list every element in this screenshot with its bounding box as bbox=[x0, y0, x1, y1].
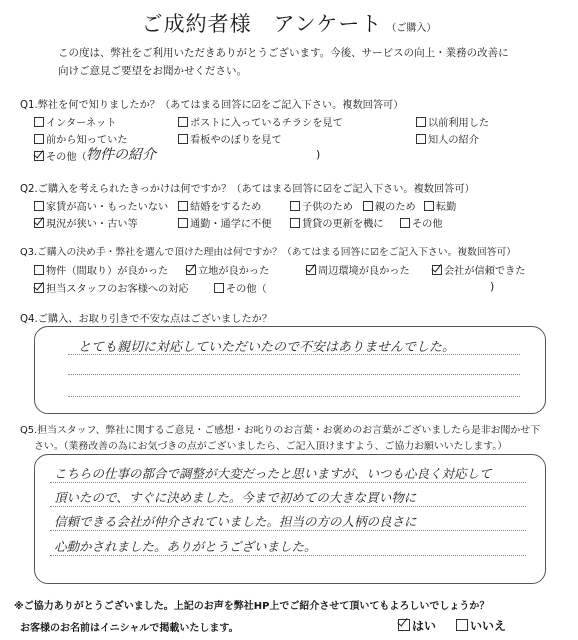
checkbox[interactable] bbox=[34, 201, 44, 211]
consent-yes[interactable]: はい bbox=[398, 617, 436, 634]
checkbox[interactable] bbox=[400, 218, 410, 228]
q3-other-close: ) bbox=[490, 280, 495, 293]
answer-line bbox=[68, 354, 520, 355]
checkbox[interactable] bbox=[363, 201, 373, 211]
q2-option-3[interactable]: 子供のため bbox=[290, 198, 353, 213]
checkbox[interactable] bbox=[178, 218, 188, 228]
q3-option-4[interactable]: 会社が信頼できた bbox=[432, 262, 526, 277]
q3-question: Q3.ご購入の決め手・弊社を選んで頂けた理由は何ですか？（あてはまる回答に☑をご記入下さい。複数回答可） bbox=[20, 247, 517, 258]
checkbox[interactable] bbox=[214, 283, 224, 293]
q5-answer-line-4: 心動かされました。ありがとうございました。 bbox=[54, 539, 317, 554]
q5-question-line-2: さい。（業務改善の為にお気づきの点がございましたら、ご記入頂けますよう、ご協力お願いいたします。） bbox=[34, 441, 508, 452]
q5-answer-line-3: 信頼できる会社が仲介されていました。担当の方の人柄の良さに bbox=[54, 514, 417, 529]
q3-option-5[interactable]: 担当スタッフのお客様への対応 bbox=[34, 280, 189, 295]
q2-question: Q2.ご購入を考えられたきっかけは何ですか？（あてはまる回答に☑をご記入下さい。複数回答可） bbox=[20, 184, 475, 195]
q5-answer-line-1: こちらの仕事の都合で調整が大変だったと思いますが、いつも心良く対応して bbox=[54, 466, 492, 481]
q1-option-3[interactable]: 以前利用した bbox=[416, 114, 489, 129]
answer-line bbox=[50, 530, 526, 531]
checkbox[interactable] bbox=[178, 201, 188, 211]
checkbox-checked[interactable] bbox=[34, 218, 44, 228]
q1-option-4[interactable]: 前から知っていた bbox=[34, 131, 128, 146]
q2-option-2[interactable]: 結婚をするため bbox=[178, 198, 261, 213]
checkbox[interactable] bbox=[456, 619, 468, 631]
checkbox-checked[interactable] bbox=[306, 265, 316, 275]
q1-option-5[interactable]: 看板やのぼりを見て bbox=[178, 131, 282, 146]
q3-option-1[interactable]: 物件（間取り）が良かった bbox=[34, 262, 168, 277]
q2-option-7[interactable]: 通勤・通学に不便 bbox=[178, 215, 272, 230]
q2-option-9[interactable]: その他 bbox=[400, 215, 443, 230]
answer-line bbox=[68, 374, 520, 375]
checkbox-checked[interactable] bbox=[34, 283, 44, 293]
q4-answer-handwritten: とても親切に対応していただいたので不安はありませんでした。 bbox=[78, 340, 456, 355]
answer-line bbox=[50, 555, 526, 556]
checkbox[interactable] bbox=[178, 117, 188, 127]
q1-option-other[interactable]: その他（ bbox=[34, 148, 87, 163]
q3-option-6[interactable]: その他（ bbox=[214, 280, 267, 295]
answer-line bbox=[50, 506, 526, 507]
checkbox[interactable] bbox=[34, 134, 44, 144]
checkbox[interactable] bbox=[424, 201, 434, 211]
answer-line bbox=[50, 482, 526, 483]
checkbox[interactable] bbox=[34, 117, 44, 127]
checkbox-checked[interactable] bbox=[34, 151, 44, 161]
consent-no[interactable]: いいえ bbox=[456, 617, 506, 634]
q2-option-4[interactable]: 親のため bbox=[363, 198, 416, 213]
checkbox[interactable] bbox=[416, 134, 426, 144]
checkbox-checked[interactable] bbox=[398, 619, 410, 631]
q2-option-6[interactable]: 現況が狭い・古い等 bbox=[34, 215, 138, 230]
q2-option-5[interactable]: 転勤 bbox=[424, 198, 456, 213]
footer-consent-question: ※ご協力ありがとうございました。上記のお声を弊社HP上でご紹介させて頂いてもよろしいでしょうか？ bbox=[14, 601, 490, 612]
q5-question-line-1: Q5.担当スタッフ、弊社に関するご意見・ご感想・お叱りのお言葉・お褒めのお言葉がございましたら是非お聞かせ下 bbox=[20, 425, 541, 436]
checkbox-checked[interactable] bbox=[432, 265, 442, 275]
page-title bbox=[0, 8, 578, 38]
intro-line-2: 向けご意見ご要望をお聞かせください。 bbox=[58, 65, 247, 77]
checkbox[interactable] bbox=[416, 117, 426, 127]
checkbox[interactable] bbox=[290, 201, 300, 211]
q2-option-1[interactable]: 家賃が高い・もったいない bbox=[34, 198, 168, 213]
q4-question: Q4.ご購入、お取り引きで不安な点はございましたか？ bbox=[20, 314, 273, 325]
checkbox-checked[interactable] bbox=[186, 265, 196, 275]
checkbox[interactable] bbox=[290, 218, 300, 228]
q3-option-3[interactable]: 周辺環境が良かった bbox=[306, 262, 410, 277]
checkbox[interactable] bbox=[34, 265, 44, 275]
q2-option-8[interactable]: 賃貸の更新を機に bbox=[290, 215, 384, 230]
q3-option-2[interactable]: 立地が良かった bbox=[186, 262, 269, 277]
q1-question: Q1.弊社を何で知りましたか？（あてはまる回答に☑をご記入下さい。複数回答可） bbox=[20, 100, 404, 111]
q1-option-2[interactable]: ポストに入っているチラシを見て bbox=[178, 114, 343, 129]
checkbox[interactable] bbox=[178, 134, 188, 144]
q1-other-handwritten: 物件の紹介 bbox=[86, 147, 156, 163]
title-text: ご成約者様 アンケート bbox=[141, 12, 383, 36]
title-suffix: （ご購入） bbox=[386, 23, 437, 34]
intro-line-1: この度は、弊社をご利用いただきありがとうございます。今後、サービスの向上・業務の改善に bbox=[58, 47, 509, 59]
q1-other-close: ) bbox=[316, 148, 321, 161]
q1-option-1[interactable]: インターネット bbox=[34, 114, 116, 129]
q1-option-6[interactable]: 知人の紹介 bbox=[416, 131, 479, 146]
intro-text bbox=[58, 44, 528, 80]
answer-line bbox=[68, 396, 520, 397]
q5-answer-line-2: 頂いたので、すぐに決めました。今まで初めての大きな買い物に bbox=[54, 490, 417, 505]
footer-initials-note: お客様のお名前はイニシャルで掲載いたします。 bbox=[20, 623, 239, 634]
